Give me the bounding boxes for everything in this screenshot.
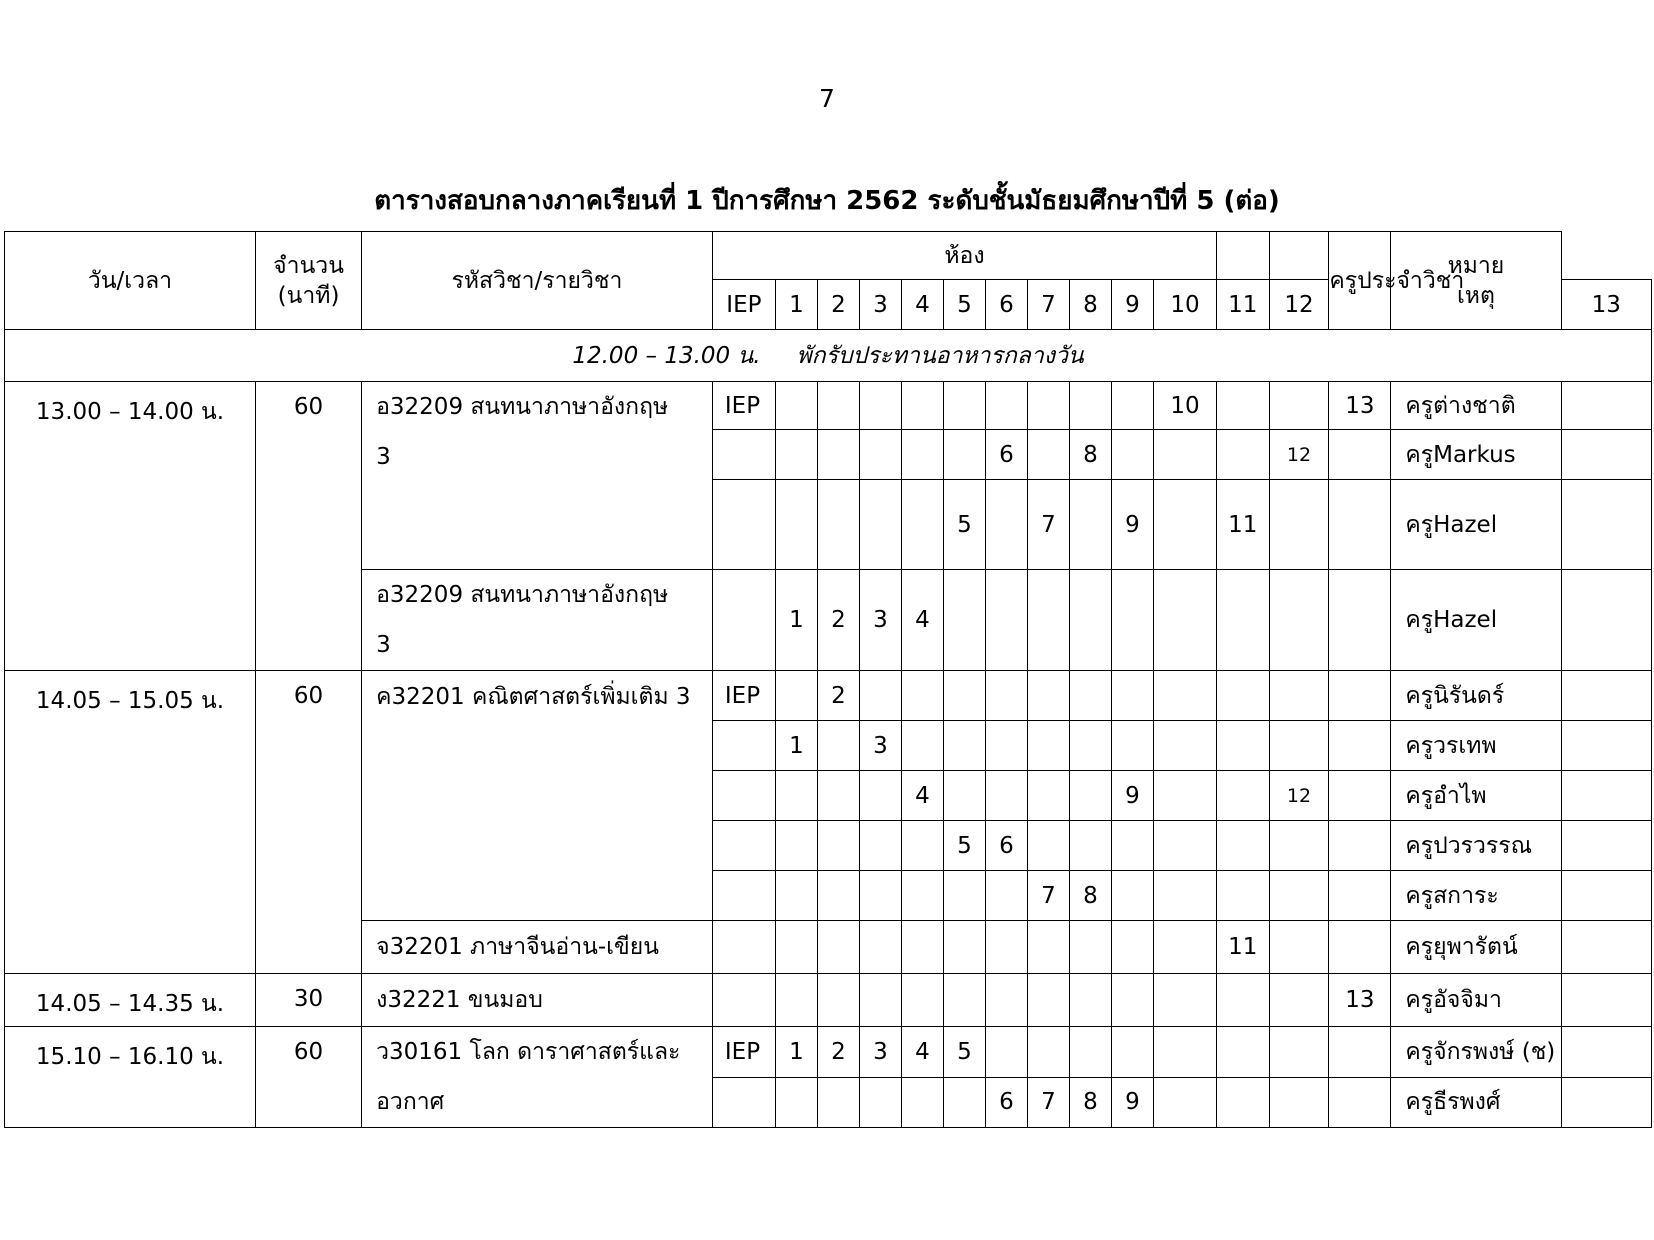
room-cell-12 [1269,671,1329,721]
room-cell-1 [775,480,817,570]
room-cell-9 [1111,1027,1153,1078]
room-cell-3 [859,480,901,570]
room-cell-10 [1153,974,1216,1027]
room-cell-12 [1269,570,1329,671]
room-cell-10 [1153,871,1216,921]
subject-name: ง32221 ขนมอบ [362,974,713,1027]
remark-cell [1561,382,1652,430]
room-cell-8 [1069,821,1111,871]
room-cell-3: 3 [859,1027,901,1078]
room-cell-11 [1217,1077,1270,1128]
room-cell-5: 5 [943,1027,985,1078]
teacher-name: ครูMarkus [1391,430,1561,480]
room-cell-8 [1069,382,1111,430]
room-cell-6 [985,721,1027,771]
room-cell-12: 12 [1269,771,1329,821]
room-cell-10 [1153,821,1216,871]
room-cell-1 [775,871,817,921]
teacher-name: ครูจักรพงษ์ (ช) [1391,1027,1561,1078]
lunch-break-row: 12.00 – 13.00 น. พักรับประทานอาหารกลางวัน [5,330,1652,382]
room-cell-6 [985,382,1027,430]
room-cell-4 [901,871,943,921]
room-cell-13 [1329,821,1391,871]
room-cell-1 [775,382,817,430]
room-cell-11 [1217,871,1270,921]
teacher-name: ครูHazel [1391,480,1561,570]
header-room-13-blank [1269,232,1329,280]
header-room-12-blank [1217,232,1270,280]
header-room-1: 1 [775,280,817,330]
exam-time: 14.05 – 14.35 น. [5,974,256,1027]
exam-schedule-table [4,231,1652,1128]
room-cell-9 [1111,921,1153,974]
room-cell-12 [1269,821,1329,871]
room-cell-6 [985,1027,1027,1078]
room-cell-7: 7 [1027,871,1069,921]
room-cell-5 [943,382,985,430]
exam-time: 14.05 – 15.05 น. [5,671,256,974]
room-cell-4 [901,974,943,1027]
room-cell-2 [817,1077,859,1128]
room-cell-13: 13 [1329,382,1391,430]
room-cell-4 [901,1077,943,1128]
room-cell-11 [1217,382,1270,430]
exam-time: 13.00 – 14.00 น. [5,382,256,671]
room-cell-5 [943,974,985,1027]
teacher-name: ครูHazel [1391,570,1561,671]
room-cell-iep [712,570,775,671]
room-cell-12 [1269,1027,1329,1078]
room-cell-8 [1069,771,1111,821]
room-cell-12 [1269,921,1329,974]
table-row [5,382,1652,430]
room-cell-2 [817,771,859,821]
header-room-11: 11 [1217,280,1270,330]
room-cell-9: 9 [1111,771,1153,821]
room-cell-1 [775,430,817,480]
room-cell-6 [985,921,1027,974]
room-cell-13: 13 [1329,974,1391,1027]
room-cell-6: 6 [985,821,1027,871]
exam-duration: 60 [256,382,362,671]
header-room-13: 13 [1561,280,1652,330]
teacher-name: ครูอำไพ [1391,771,1561,821]
remark-cell [1561,1027,1652,1078]
room-cell-8 [1069,1027,1111,1078]
remark-cell [1561,480,1652,570]
room-cell-8 [1069,570,1111,671]
room-cell-11 [1217,721,1270,771]
room-cell-13 [1329,721,1391,771]
room-cell-5: 5 [943,821,985,871]
room-cell-13 [1329,1027,1391,1078]
room-cell-1 [775,821,817,871]
room-cell-iep: IEP [712,382,775,430]
room-cell-3 [859,821,901,871]
room-cell-11 [1217,821,1270,871]
remark-cell [1561,1077,1652,1128]
room-cell-8 [1069,974,1111,1027]
header-room-4: 4 [901,280,943,330]
room-cell-9 [1111,821,1153,871]
room-cell-11 [1217,671,1270,721]
room-cell-3 [859,871,901,921]
room-cell-iep [712,1077,775,1128]
room-cell-9 [1111,871,1153,921]
header-room-8: 8 [1069,280,1111,330]
room-cell-9 [1111,382,1153,430]
room-cell-2 [817,974,859,1027]
room-cell-10 [1153,921,1216,974]
room-cell-iep [712,921,775,974]
room-cell-5 [943,430,985,480]
remark-cell [1561,871,1652,921]
room-cell-6 [985,671,1027,721]
header-room-5: 5 [943,280,985,330]
room-cell-7 [1027,771,1069,821]
room-cell-2: 2 [817,671,859,721]
room-cell-12 [1269,382,1329,430]
room-cell-12 [1269,480,1329,570]
header-room-7: 7 [1027,280,1069,330]
room-cell-12 [1269,974,1329,1027]
room-cell-11 [1217,430,1270,480]
room-cell-7 [1027,821,1069,871]
subject-name: อ32209 สนทนาภาษาอังกฤษ 3 [362,570,713,671]
room-cell-1 [775,1077,817,1128]
remark-cell [1561,771,1652,821]
table-row [5,1027,1652,1078]
room-cell-10 [1153,430,1216,480]
room-cell-6: 6 [985,1077,1027,1128]
room-cell-10 [1153,721,1216,771]
room-cell-11 [1217,974,1270,1027]
room-cell-7 [1027,921,1069,974]
header-room-12: 12 [1269,280,1329,330]
room-cell-5 [943,871,985,921]
room-cell-8 [1069,921,1111,974]
header-datetime: วัน/เวลา [5,232,256,330]
room-cell-3: 3 [859,570,901,671]
room-cell-7 [1027,974,1069,1027]
room-cell-2 [817,382,859,430]
room-cell-6 [985,771,1027,821]
room-cell-12 [1269,721,1329,771]
room-cell-iep [712,721,775,771]
room-cell-5 [943,721,985,771]
room-cell-iep: IEP [712,671,775,721]
room-cell-7 [1027,1027,1069,1078]
room-cell-4 [901,382,943,430]
room-cell-2: 2 [817,570,859,671]
table-row [5,671,1652,721]
room-cell-5 [943,921,985,974]
room-cell-8: 8 [1069,1077,1111,1128]
room-cell-10 [1153,771,1216,821]
room-cell-8 [1069,721,1111,771]
teacher-name: ครูนิรันดร์ [1391,671,1561,721]
room-cell-11: 11 [1217,921,1270,974]
room-cell-5 [943,671,985,721]
room-cell-11 [1217,771,1270,821]
room-cell-13 [1329,480,1391,570]
remark-cell [1561,430,1652,480]
room-cell-10 [1153,1077,1216,1128]
header-teacher: ครูประจำวิชา [1329,232,1391,330]
room-cell-6: 6 [985,430,1027,480]
room-cell-9: 9 [1111,1077,1153,1128]
room-cell-11 [1217,570,1270,671]
room-cell-8: 8 [1069,871,1111,921]
room-cell-3 [859,974,901,1027]
room-cell-1: 1 [775,570,817,671]
header-room-10: 10 [1153,280,1216,330]
room-cell-11 [1217,1027,1270,1078]
room-cell-5 [943,570,985,671]
room-cell-12 [1269,871,1329,921]
room-cell-3 [859,771,901,821]
subject-name: จ32201 ภาษาจีนอ่าน-เขียน [362,921,713,974]
exam-time: 15.10 – 16.10 น. [5,1027,256,1128]
room-cell-9 [1111,721,1153,771]
remark-cell [1561,974,1652,1027]
room-cell-10 [1153,1027,1216,1078]
room-cell-3 [859,382,901,430]
room-cell-13 [1329,1077,1391,1128]
room-cell-1 [775,974,817,1027]
header-remark: หมาย เหตุ [1391,232,1561,330]
room-cell-7 [1027,382,1069,430]
remark-cell [1561,921,1652,974]
room-cell-7 [1027,721,1069,771]
remark-cell [1561,671,1652,721]
room-cell-2 [817,871,859,921]
subject-name: อ32209 สนทนาภาษาอังกฤษ 3 [362,382,713,570]
header-room-9: 9 [1111,280,1153,330]
teacher-name: ครูธีรพงศ์ [1391,1077,1561,1128]
room-cell-7: 7 [1027,1077,1069,1128]
header-room-3: 3 [859,280,901,330]
room-cell-3 [859,671,901,721]
room-cell-iep [712,871,775,921]
teacher-name: ครูอัจจิมา [1391,974,1561,1027]
room-cell-4: 4 [901,570,943,671]
room-cell-iep [712,974,775,1027]
room-cell-13 [1329,871,1391,921]
room-cell-5 [943,771,985,821]
room-cell-8 [1069,671,1111,721]
room-cell-6 [985,480,1027,570]
room-cell-1 [775,921,817,974]
room-cell-iep [712,771,775,821]
header-room-2: 2 [817,280,859,330]
room-cell-4 [901,721,943,771]
exam-duration: 30 [256,974,362,1027]
room-cell-2 [817,821,859,871]
teacher-name: ครูปวรวรรณ [1391,821,1561,871]
room-cell-5: 5 [943,480,985,570]
exam-duration: 60 [256,671,362,974]
room-cell-iep [712,821,775,871]
room-cell-13 [1329,570,1391,671]
room-cell-9: 9 [1111,480,1153,570]
room-cell-4 [901,430,943,480]
room-cell-4: 4 [901,1027,943,1078]
room-cell-3 [859,1077,901,1128]
room-cell-12: 12 [1269,430,1329,480]
teacher-name: ครูวรเทพ [1391,721,1561,771]
room-cell-4: 4 [901,771,943,821]
room-cell-iep [712,430,775,480]
teacher-name: ครูยุพารัตน์ [1391,921,1561,974]
room-cell-10 [1153,570,1216,671]
room-cell-2 [817,430,859,480]
room-cell-2 [817,921,859,974]
room-cell-8 [1069,480,1111,570]
room-cell-6 [985,871,1027,921]
teacher-name: ครูสการะ [1391,871,1561,921]
room-cell-iep [712,480,775,570]
room-cell-10 [1153,480,1216,570]
room-cell-9 [1111,974,1153,1027]
room-cell-7 [1027,430,1069,480]
room-cell-13 [1329,771,1391,821]
room-cell-9 [1111,671,1153,721]
room-cell-6 [985,570,1027,671]
header-duration: จำนวน (นาที) [256,232,362,330]
room-cell-3 [859,430,901,480]
room-cell-4 [901,821,943,871]
room-cell-3: 3 [859,721,901,771]
room-cell-1 [775,771,817,821]
room-cell-1: 1 [775,1027,817,1078]
header-subject: รหัสวิชา/รายวิชา [362,232,713,330]
room-cell-13 [1329,671,1391,721]
table-row [5,974,1652,1027]
room-cell-2 [817,480,859,570]
room-cell-iep: IEP [712,1027,775,1078]
room-cell-9 [1111,570,1153,671]
room-cell-12 [1269,1077,1329,1128]
room-cell-10: 10 [1153,382,1216,430]
room-cell-7 [1027,671,1069,721]
room-cell-13 [1329,921,1391,974]
room-cell-9 [1111,430,1153,480]
room-cell-5 [943,1077,985,1128]
room-cell-13 [1329,430,1391,480]
remark-cell [1561,721,1652,771]
remark-cell [1561,821,1652,871]
room-cell-4 [901,671,943,721]
teacher-name: ครูต่างชาติ [1391,382,1561,430]
room-cell-1: 1 [775,721,817,771]
room-cell-2: 2 [817,1027,859,1078]
room-cell-4 [901,921,943,974]
header-rooms: ห้อง [712,232,1216,280]
room-cell-1 [775,671,817,721]
subject-name: ว30161 โลก ดาราศาสตร์และ อวกาศ [362,1027,713,1128]
room-cell-4 [901,480,943,570]
room-cell-7 [1027,570,1069,671]
room-cell-8: 8 [1069,430,1111,480]
room-cell-2 [817,721,859,771]
page-number: 7 [819,84,835,113]
exam-duration: 60 [256,1027,362,1128]
room-cell-6 [985,974,1027,1027]
subject-name: ค32201 คณิตศาสตร์เพิ่มเติม 3 [362,671,713,921]
room-cell-11: 11 [1217,480,1270,570]
page-title: ตารางสอบกลางภาคเรียนที่ 1 ปีการศึกษา 2562 ระดับชั้นมัธยมศึกษาปีที่ 5 (ต่อ) [374,186,1280,216]
header-room-6: 6 [985,280,1027,330]
header-room-iep: IEP [712,280,775,330]
room-cell-3 [859,921,901,974]
room-cell-7: 7 [1027,480,1069,570]
room-cell-10 [1153,671,1216,721]
remark-cell [1561,570,1652,671]
